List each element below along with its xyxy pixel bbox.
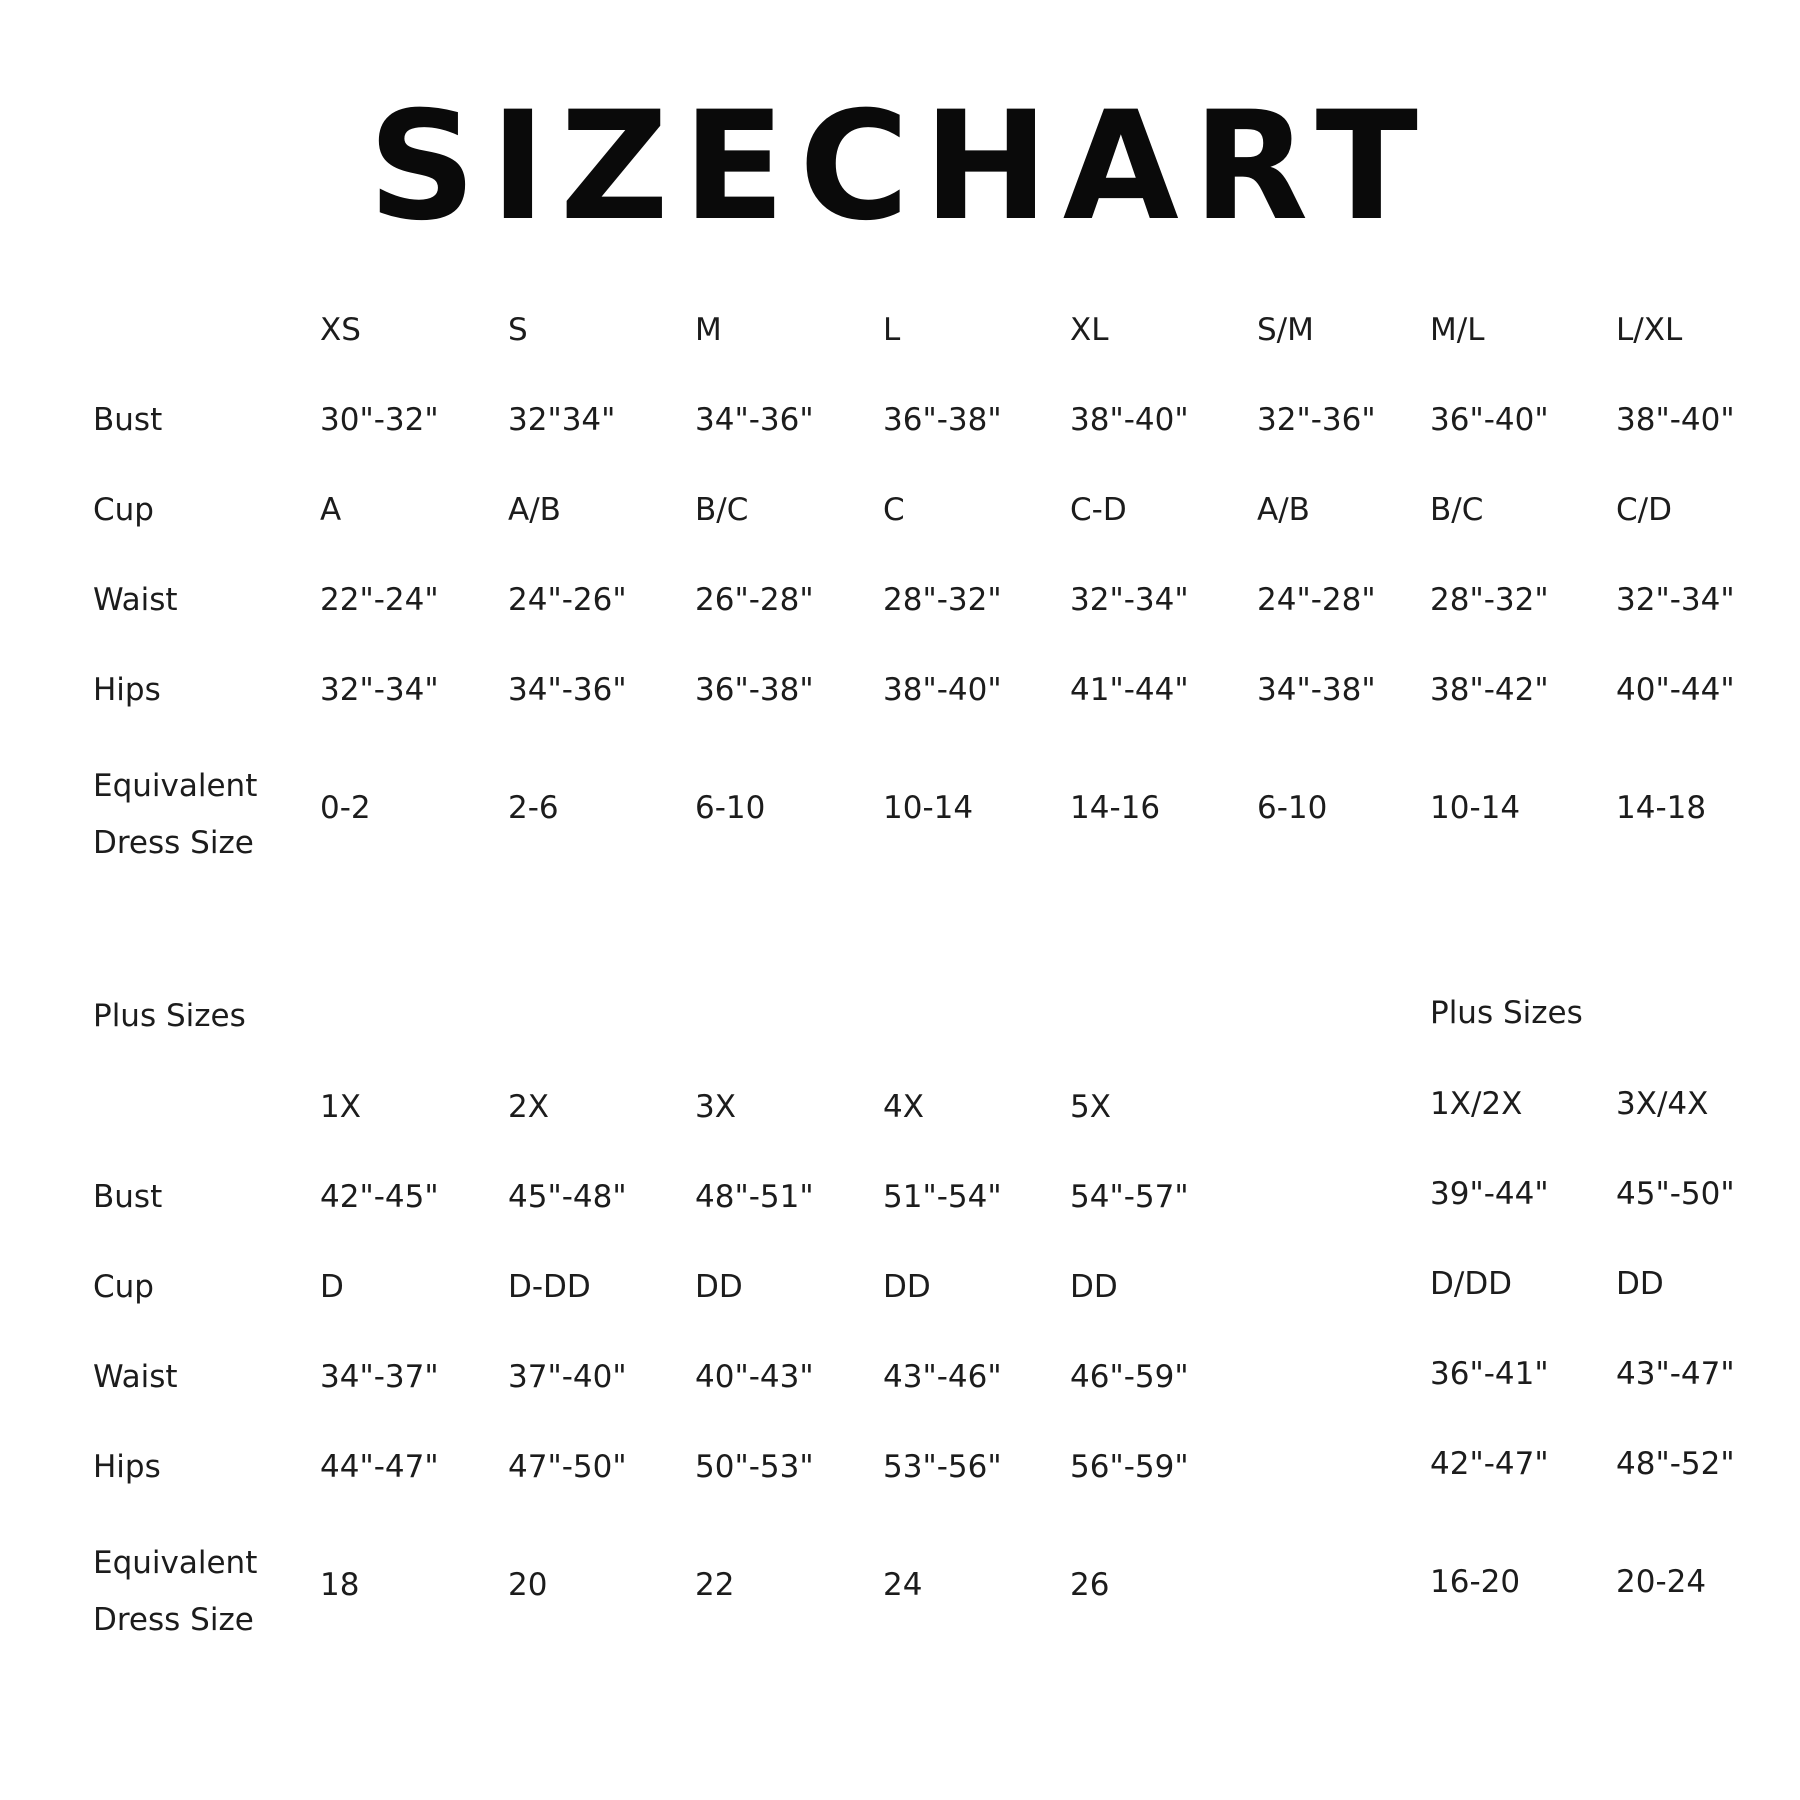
row-label: Waist bbox=[93, 1359, 178, 1395]
table-cell: 37"-40" bbox=[508, 1359, 627, 1395]
table-cell: 43"-47" bbox=[1616, 1356, 1735, 1392]
table-cell: DD bbox=[695, 1269, 743, 1305]
table-cell: 38"-40" bbox=[883, 672, 1002, 708]
row-label: Hips bbox=[93, 1449, 161, 1485]
table-cell: 41"-44" bbox=[1070, 672, 1189, 708]
table-cell: D/DD bbox=[1430, 1266, 1513, 1302]
table-cell: C-D bbox=[1070, 492, 1127, 528]
table-cell: B/C bbox=[1430, 492, 1484, 528]
table-cell: DD bbox=[883, 1269, 931, 1305]
table-cell: A/B bbox=[1257, 492, 1310, 528]
table-cell: 56"-59" bbox=[1070, 1449, 1189, 1485]
table-cell: 48"-51" bbox=[695, 1179, 814, 1215]
size-header-cell: M bbox=[695, 312, 722, 348]
table-cell: DD bbox=[1616, 1266, 1664, 1302]
table-cell: 48"-52" bbox=[1616, 1446, 1735, 1482]
table-cell: 10-14 bbox=[883, 790, 974, 826]
table-cell: 36"-41" bbox=[1430, 1356, 1549, 1392]
table-cell: 14-18 bbox=[1616, 790, 1707, 826]
table-cell: 43"-46" bbox=[883, 1359, 1002, 1395]
section-heading-plus-sizes: Plus Sizes bbox=[93, 998, 246, 1034]
table-cell: 42"-47" bbox=[1430, 1446, 1549, 1482]
table-cell: D bbox=[320, 1269, 344, 1305]
table-cell: 24"-28" bbox=[1257, 582, 1376, 618]
size-header-cell: 4X bbox=[883, 1089, 924, 1125]
table-cell: A bbox=[320, 492, 342, 528]
table-cell: 40"-43" bbox=[695, 1359, 814, 1395]
table-cell: 34"-36" bbox=[695, 402, 814, 438]
table-cell: 45"-48" bbox=[508, 1179, 627, 1215]
table-cell: C/D bbox=[1616, 492, 1672, 528]
row-label-line: Dress Size bbox=[93, 1602, 254, 1638]
table-cell: 26"-28" bbox=[695, 582, 814, 618]
table-cell: 20 bbox=[508, 1567, 548, 1603]
table-cell: 54"-57" bbox=[1070, 1179, 1189, 1215]
table-cell: 34"-36" bbox=[508, 672, 627, 708]
row-label-line: Equivalent bbox=[93, 1545, 258, 1581]
page-title: SIZECHART bbox=[368, 80, 1432, 254]
table-cell: 45"-50" bbox=[1616, 1176, 1735, 1212]
size-header-cell: L/XL bbox=[1616, 312, 1683, 348]
table-cell: 22"-24" bbox=[320, 582, 439, 618]
table-cell: 2-6 bbox=[508, 790, 559, 826]
row-label: Bust bbox=[93, 1179, 163, 1215]
table-cell: 36"-40" bbox=[1430, 402, 1549, 438]
table-cell: 51"-54" bbox=[883, 1179, 1002, 1215]
table-cell: 34"-37" bbox=[320, 1359, 439, 1395]
table-cell: 50"-53" bbox=[695, 1449, 814, 1485]
table-cell: B/C bbox=[695, 492, 749, 528]
table-cell: 44"-47" bbox=[320, 1449, 439, 1485]
table-cell: 14-16 bbox=[1070, 790, 1161, 826]
table-cell: 34"-38" bbox=[1257, 672, 1376, 708]
table-cell: D-DD bbox=[508, 1269, 591, 1305]
table-cell: 20-24 bbox=[1616, 1564, 1707, 1600]
table-cell: 39"-44" bbox=[1430, 1176, 1549, 1212]
table-cell: 18 bbox=[320, 1567, 360, 1603]
table-cell: DD bbox=[1070, 1269, 1118, 1305]
size-header-cell: 3X bbox=[695, 1089, 736, 1125]
size-header-cell: S bbox=[508, 312, 528, 348]
table-cell: 32"-36" bbox=[1257, 402, 1376, 438]
table-cell: 38"-42" bbox=[1430, 672, 1549, 708]
section-heading-plus-sizes: Plus Sizes bbox=[1430, 995, 1583, 1031]
table-cell: 6-10 bbox=[1257, 790, 1328, 826]
table-cell: 28"-32" bbox=[883, 582, 1002, 618]
size-header-cell: 2X bbox=[508, 1089, 549, 1125]
row-label: Cup bbox=[93, 1269, 154, 1305]
row-label-line: Dress Size bbox=[93, 825, 254, 861]
row-label: Bust bbox=[93, 402, 163, 438]
table-cell: 24 bbox=[883, 1567, 923, 1603]
table-cell: 47"-50" bbox=[508, 1449, 627, 1485]
size-header-cell: 5X bbox=[1070, 1089, 1111, 1125]
size-header-cell: 1X/2X bbox=[1430, 1086, 1523, 1122]
table-cell: 53"-56" bbox=[883, 1449, 1002, 1485]
size-header-cell: 3X/4X bbox=[1616, 1086, 1709, 1122]
table-cell: 28"-32" bbox=[1430, 582, 1549, 618]
row-label-equivalent-dress-size bbox=[93, 1535, 257, 1649]
row-label: Waist bbox=[93, 582, 178, 618]
row-label: Cup bbox=[93, 492, 154, 528]
table-cell: 24"-26" bbox=[508, 582, 627, 618]
table-cell: 30"-32" bbox=[320, 402, 439, 438]
table-cell: 38"-40" bbox=[1070, 402, 1189, 438]
size-header-cell: XL bbox=[1070, 312, 1109, 348]
table-cell: 6-10 bbox=[695, 790, 766, 826]
table-cell: 16-20 bbox=[1430, 1564, 1521, 1600]
table-cell: 0-2 bbox=[320, 790, 371, 826]
table-cell: 46"-59" bbox=[1070, 1359, 1189, 1395]
size-header-cell: XS bbox=[320, 312, 361, 348]
table-cell: 32"-34" bbox=[1070, 582, 1189, 618]
size-header-cell: L bbox=[883, 312, 901, 348]
row-label: Hips bbox=[93, 672, 161, 708]
size-header-cell: S/M bbox=[1257, 312, 1314, 348]
table-cell: 22 bbox=[695, 1567, 735, 1603]
table-cell: C bbox=[883, 492, 905, 528]
table-cell: 26 bbox=[1070, 1567, 1110, 1603]
row-label-line: Equivalent bbox=[93, 768, 258, 804]
size-header-cell: 1X bbox=[320, 1089, 361, 1125]
table-cell: 36"-38" bbox=[883, 402, 1002, 438]
table-cell: 10-14 bbox=[1430, 790, 1521, 826]
table-cell: 38"-40" bbox=[1616, 402, 1735, 438]
table-cell: A/B bbox=[508, 492, 561, 528]
table-cell: 32"-34" bbox=[320, 672, 439, 708]
table-cell: 42"-45" bbox=[320, 1179, 439, 1215]
size-header-cell: M/L bbox=[1430, 312, 1485, 348]
table-cell: 32"-34" bbox=[1616, 582, 1735, 618]
table-cell: 36"-38" bbox=[695, 672, 814, 708]
table-cell: 40"-44" bbox=[1616, 672, 1735, 708]
row-label-equivalent-dress-size bbox=[93, 758, 257, 872]
table-cell: 32"34" bbox=[508, 402, 616, 438]
